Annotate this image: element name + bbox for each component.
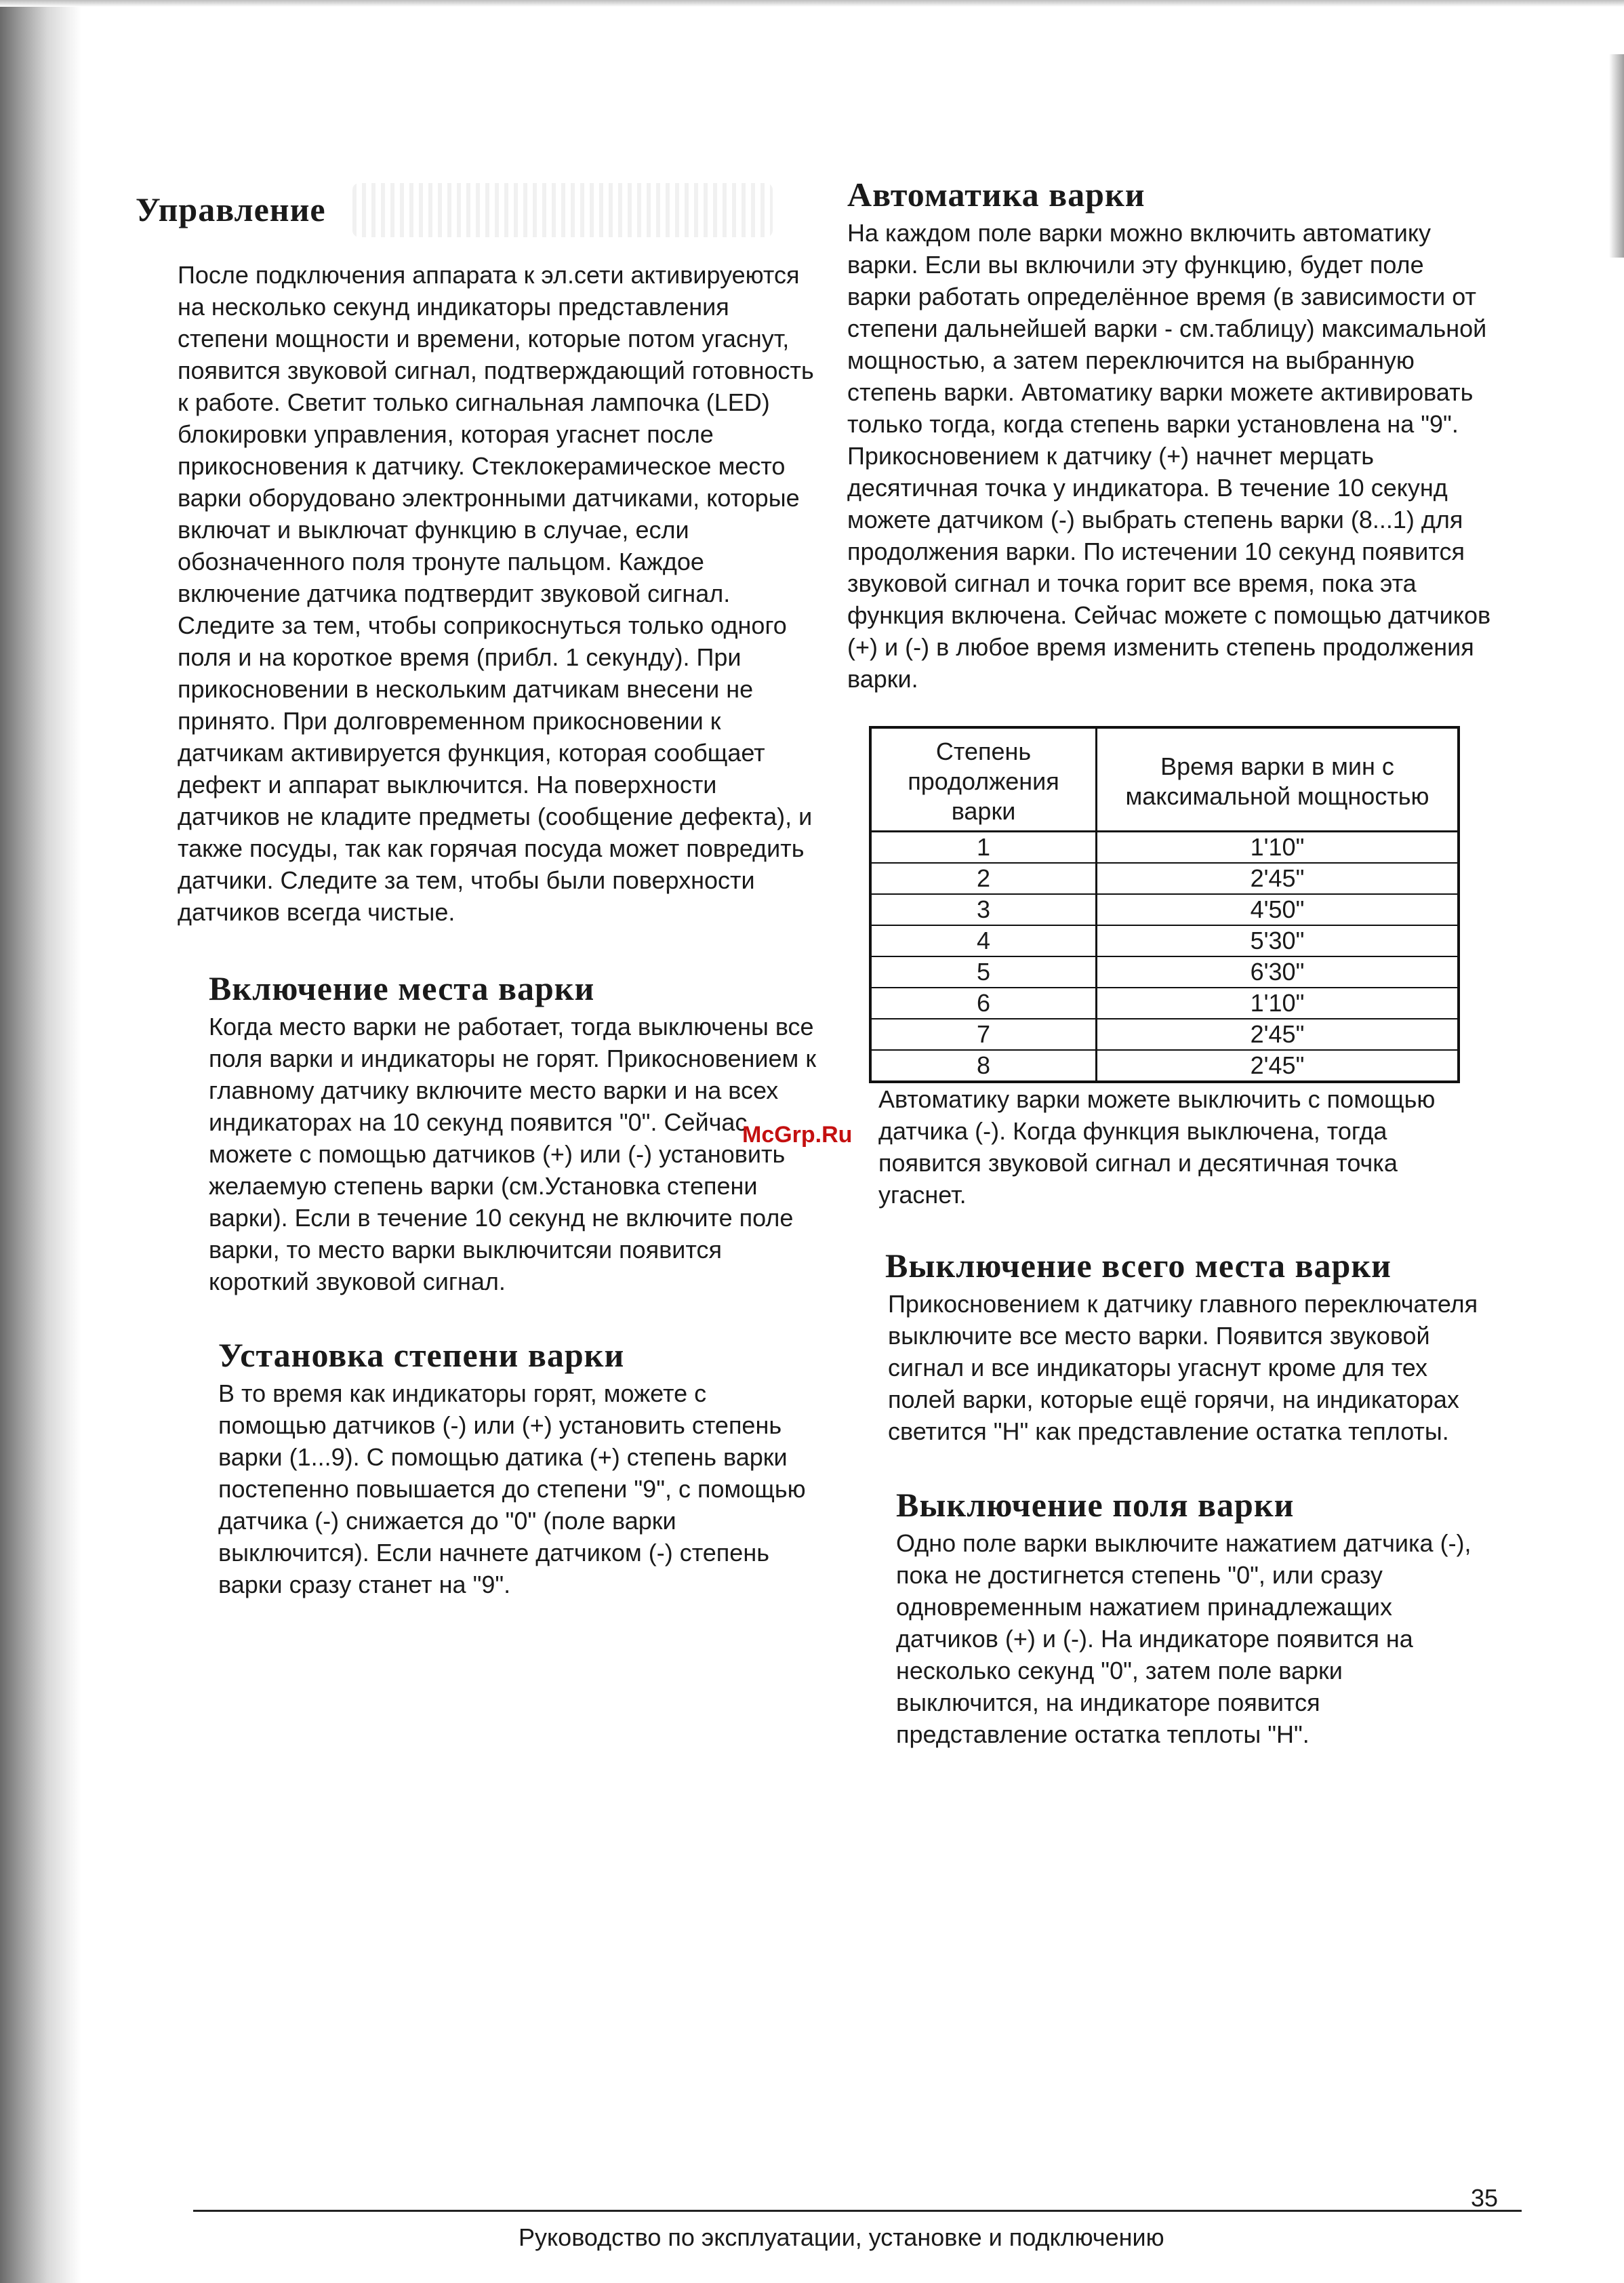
table-cell-time: 2'45" bbox=[1097, 1019, 1459, 1050]
table-row bbox=[870, 1019, 1459, 1050]
set-level-text: В то время как индикаторы горят, можете с помощью датчиков (-) или (+) установить степень варки (1...9). С помощью датика (+) степень варки постепенно повышается до степени "9", с помощью датчика (-) снижается до "0" (поле варки выключится). Если начнете датчиком (-) степень варки сразу станет на "9". bbox=[218, 1379, 806, 1598]
table-row bbox=[870, 1050, 1459, 1082]
cooking-time-table bbox=[869, 726, 1460, 1083]
table-row bbox=[870, 956, 1459, 988]
scan-edge-left bbox=[0, 0, 81, 2283]
table-cell-time: 2'45" bbox=[1097, 863, 1459, 894]
table-cell-time: 6'30" bbox=[1097, 956, 1459, 988]
table-cell-level: 6 bbox=[870, 988, 1097, 1019]
section-switch-off-field bbox=[847, 1485, 1491, 1750]
table-cell-level: 1 bbox=[870, 832, 1097, 864]
table-row bbox=[870, 832, 1459, 864]
table-cell-time: 4'50" bbox=[1097, 894, 1459, 925]
table-cell-time: 1'10" bbox=[1097, 988, 1459, 1019]
section-switch-on bbox=[136, 969, 820, 1297]
table-header-time: Время варки в мин с максимальной мощностью bbox=[1097, 727, 1459, 832]
table-cell-level: 2 bbox=[870, 863, 1097, 894]
scan-edge-right bbox=[1609, 54, 1624, 258]
table-cell-level: 8 bbox=[870, 1050, 1097, 1082]
table-cell-level: 3 bbox=[870, 894, 1097, 925]
scan-edge-top bbox=[0, 0, 1624, 7]
table-cell-time: 5'30" bbox=[1097, 925, 1459, 956]
auto-cooking-text: На каждом поле варки можно включить автоматику варки. Если вы включили эту функцию, будет поле варки работать определённое время (в зависимости от степени дальнейшей варки - см.таблицу) максимальной мощностью, а затем переключится на выбранную степень варки. Автоматику варки можете активировать только тогда, когда степень варки установлена на "9". Прикосновением к датчику (+) начнет мерцать десятичная точка у индикатора. В течение 10 секунд можете датчиком (-) выбрать степень варки (8...1) для продолжения варки. По истечении 10 секунд появится звуковой сигнал и точка горит все время, пока эта функция включена. Сейчас можете с помощью датчиков (+) и (-) в любое время изменить степень продолжения варки. bbox=[847, 219, 1491, 693]
section-title-control: Управление bbox=[136, 190, 326, 228]
section-title-switch-off-field: Выключение поля варки bbox=[896, 1486, 1295, 1524]
footer-text: Руководство по эксплуатации, установке и подключению bbox=[519, 2223, 1164, 2251]
auto-cooking-off-text: Автоматику варки можете выключить с помощью датчика (-). Когда функция выключена, тогда появится звуковой сигнал и десятичная точка угаснет. bbox=[878, 1085, 1436, 1209]
section-set-level bbox=[136, 1335, 820, 1600]
right-column bbox=[847, 175, 1491, 1750]
section-title-set-level: Установка степени варки bbox=[218, 1336, 625, 1374]
table-cell-time: 1'10" bbox=[1097, 832, 1459, 864]
section-title-switch-on: Включение места варки bbox=[209, 969, 595, 1007]
watermark: McGrp.Ru bbox=[742, 1122, 853, 1148]
table-row bbox=[870, 894, 1459, 925]
table-row bbox=[870, 863, 1459, 894]
page-number: 35 bbox=[1471, 2184, 1499, 2212]
table-cell-level: 7 bbox=[870, 1019, 1097, 1050]
switch-on-text: Когда место варки не работает, тогда выключены все поля варки и индикаторы не горят. Прикосновением к главному датчику включите место варки и на всех индикаторах на 10 секунд появится "0". Сейчас можете с помощью датчиков (+) или (-) установить желаемую степень варки (см.Установка степени варки). Если в течение 10 секунд не включите поле варки, то место варки выключитсяи появится короткий звуковой сигнал. bbox=[209, 1013, 817, 1295]
switch-off-field-text: Одно поле варки выключите нажатием датчика (-), пока не достигнется степень "0", или сразу одновременным нажатием принадлежащих датчиков (+) и (-). На индикаторе появится на несколько секунд "0", затем поле варки выключится, на индикаторе появится представление остатка теплоты "H". bbox=[896, 1529, 1471, 1748]
table-header-row bbox=[870, 727, 1459, 832]
table-cell-time: 2'45" bbox=[1097, 1050, 1459, 1082]
section-switch-off-all bbox=[847, 1246, 1491, 1447]
table-row bbox=[870, 988, 1459, 1019]
switch-off-all-text: Прикосновением к датчику главного переключателя выключите все место варки. Появится звуковой сигнал и все индикаторы угаснут кроме для тех полей варки, которые ещё горячи, на индикаторах светится "H" как представление остатка теплоты. bbox=[888, 1290, 1478, 1445]
table-cell-level: 4 bbox=[870, 925, 1097, 956]
section-title-switch-off-all: Выключение всего места варки bbox=[885, 1247, 1392, 1285]
control-text: После подключения аппарата к эл.сети активируеются на несколько секунд индикаторы представления степени мощности и времени, которые потом угаснут, появится звуковой сигнал, подтверждающий готовность к работе. Светит только сигнальная лампочка (LED) блокировки управления, которая угаснет после прикосновения к датчику. Стеклокерамическое место варки оборудовано электронными датчиками, которые включат и выключат функцию в случае, если обозначенного поля тронуте пальцом. Каждое включение датчика подтвердит звуковой сигнал. Следите за тем, чтобы соприкоснуться только одного поля и на короткое время (прибл. 1 секунду). При прикосновении в нескольким датчикам внесени не принято. При долговременном прикосновении к датчикам активируется функция, которая сообщает дефект и аппарат выключится. На поверхности датчиков не кладите предметы (сообщение дефекта), и также посуды, так как горячая посуда может повредить датчики. Следите за тем, чтобы были поверхности датчиков всегда чистые. bbox=[178, 261, 814, 926]
table-row bbox=[870, 925, 1459, 956]
footer-rule bbox=[193, 2210, 1522, 2212]
left-column bbox=[136, 190, 820, 1600]
table-header-level: Степень продолжения варки bbox=[870, 727, 1097, 832]
section-title-auto-cooking: Автоматика варки bbox=[847, 176, 1145, 214]
table-cell-level: 5 bbox=[870, 956, 1097, 988]
